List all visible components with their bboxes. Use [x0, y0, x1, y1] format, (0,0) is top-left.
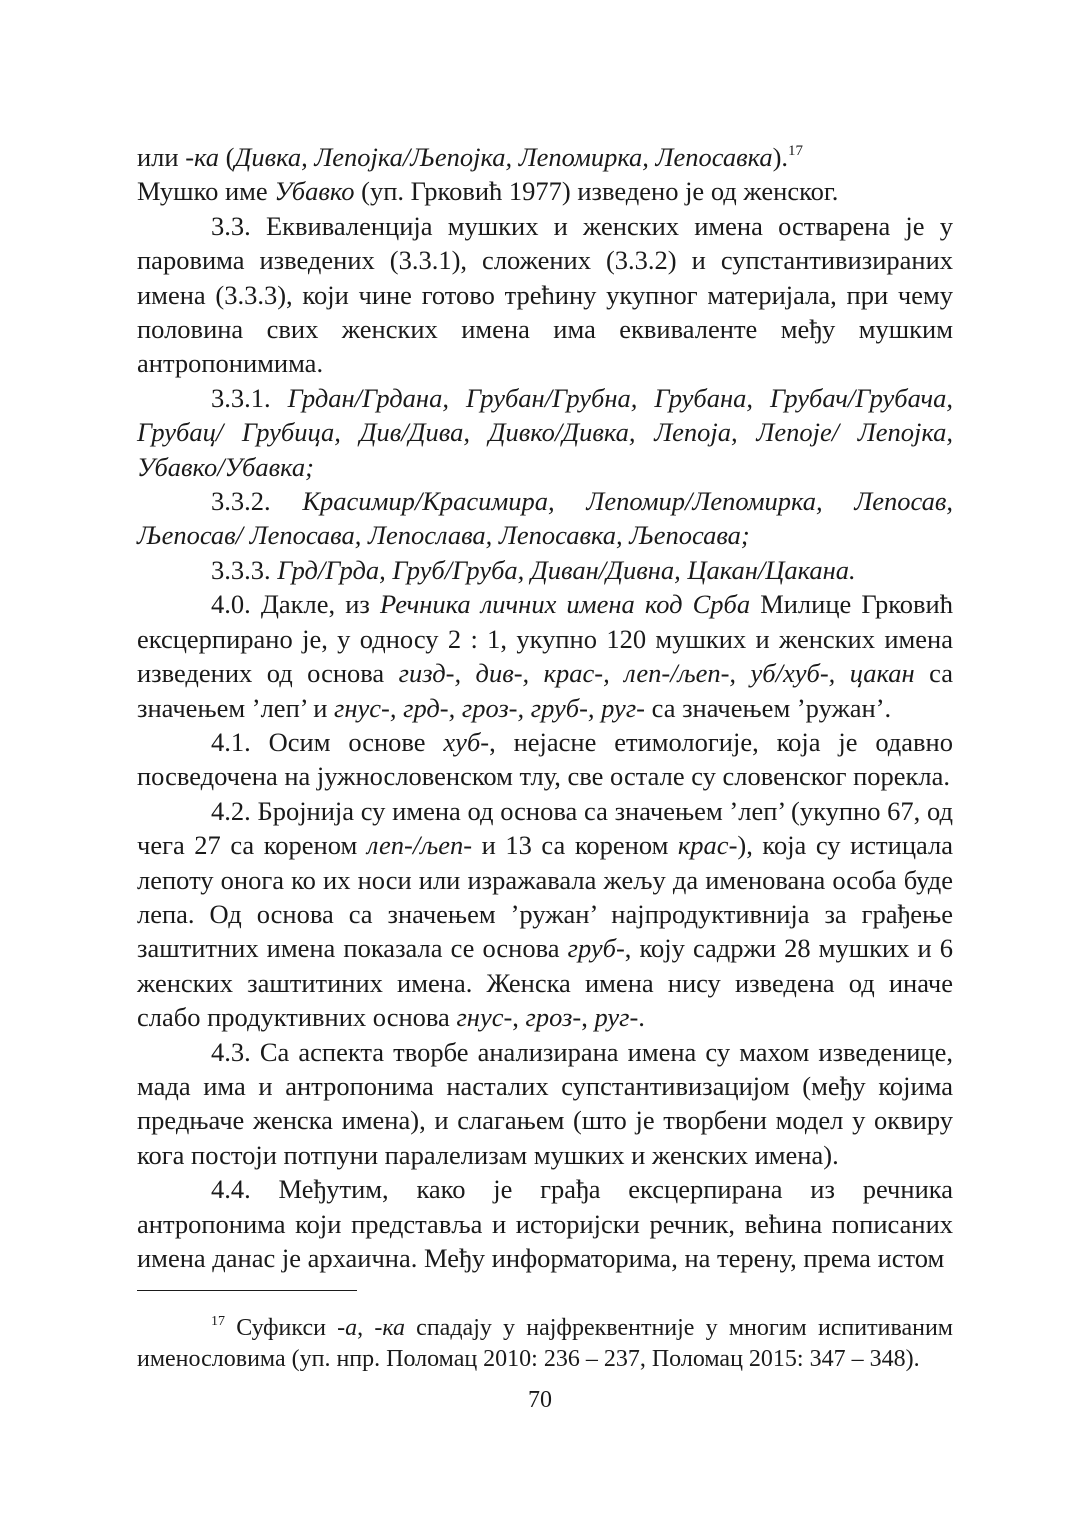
- text-run: -, коју садржи 28 мушких и 6 женских заштитиних имена. Женска имена нису изведена од иначе слабо продуктивних основа: [137, 933, 953, 1033]
- paragraph-3-3-1: [137, 381, 953, 484]
- italic-run: ка: [194, 142, 220, 172]
- text-run: (уп. Грковић 1977) изведено је од женског.: [354, 176, 839, 207]
- section-number: 3.3.2.: [211, 486, 303, 517]
- text-run: спадају у најфреквентније у многим испитиваним именословима (уп. нпр. Поломац 2010: 236 – 237, Поломац 2015: 347 – 348).: [137, 1315, 953, 1372]
- italic-run: гроз: [525, 1002, 573, 1033]
- text-run: или -: [137, 142, 195, 172]
- text-run: са значењем ’ружан’.: [644, 692, 892, 723]
- italic-run: руг: [594, 1002, 630, 1033]
- italic-run: леп-/љеп-: [366, 830, 473, 861]
- italic-run: Дивка, Лепојка/Љепојка, Лепомирка, Лепосавка: [234, 142, 773, 172]
- italic-run: Речника личних имена код Срба: [379, 589, 751, 620]
- paragraph-3-3-2: [137, 484, 953, 553]
- paragraph-continuation: [137, 140, 953, 209]
- section-number: 3.3.1.: [211, 382, 288, 413]
- italic-run: хуб: [443, 726, 481, 757]
- italic-run: а: [345, 1315, 358, 1341]
- text-run: -), која су истицала лепоту онога ко их носи или изражавала жељу да именована особа буде лепа. Од основа са значењем ’ружан’ најпродуктивнија за грађење заштитних имена показала се основа: [137, 830, 953, 964]
- paragraph-3-3: 3.3. Еквиваленција мушких и женских имена остварена је у паровима изведених (3.3.1), сложених (3.3.2) и супстантивизираних имена (3.3.3), који чине готово трећину укупног материјала, при чему половина свих женских имена има еквиваленте међу мушким антропонимима.: [137, 210, 953, 379]
- text-run: -, нејасне етимологије, која је одавно посведочена на јужнословенском тлу, све остале су словенског порекла.: [137, 726, 953, 792]
- text-run: Суфикси -: [225, 1315, 346, 1341]
- paragraph-3-3-3: [137, 553, 953, 587]
- text-run: Милице Грковић ексцерпирано је, у односу 2 : 1, укупно 120 мушких и женских имена изведених од основа: [137, 589, 953, 689]
- text-run: , -: [357, 1315, 383, 1341]
- paragraph-4-4: 4.4. Међутим, како је грађа ексцерпирана из речника антропонима који представља и историјски речник, већина пописаних имена данас је архаична. Међу информаторима, на терену, према истом: [137, 1174, 953, 1273]
- italic-run: гнус: [456, 1002, 504, 1033]
- text-run: -,: [572, 1002, 595, 1033]
- italic-run: Убавко: [274, 176, 355, 207]
- section-number: 3.3.3.: [211, 554, 278, 585]
- footnote-marker: 17: [211, 1314, 225, 1329]
- text-run: -.: [629, 1002, 645, 1033]
- italic-run: груб: [567, 933, 616, 964]
- paragraph-4-1: [137, 725, 953, 794]
- footnote-17: [137, 1313, 953, 1375]
- text-run: 4.2. Бројнија су имена од основа са значењем ’леп’ (укупно 67, од чега 27 са кореном: [137, 795, 953, 861]
- italic-run: Грд/Грда, Груб/Груба, Диван/Дивна, Цакан/Цакана.: [277, 554, 856, 585]
- text-run: -,: [503, 1002, 526, 1033]
- footnote-divider: [137, 1290, 357, 1291]
- text-run: 4.0. Дакле, из: [211, 589, 380, 620]
- italic-run: Грдан/Грдана, Грубан/Грубна, Грубана, Грубач/Грубача, Грубац/ Грубица, Див/Дива, Дивко/Дивка, Лепоја, Лепоје/ Лепојка, Убавко/Убавка;: [137, 382, 954, 482]
- text-run: са значењем ’леп’ и: [137, 658, 953, 723]
- main-text: [137, 140, 953, 1275]
- page-body: [137, 140, 953, 1275]
- italic-run: гизд-, див-, крас-, леп-/љеп-, уб/хуб-, цакан: [398, 658, 915, 689]
- italic-run: гнус-, грд-, гроз-, груб-, руг-: [334, 692, 645, 723]
- paragraph-4-0: [137, 587, 953, 725]
- page-number: 70: [528, 1387, 552, 1413]
- italic-run: ка: [382, 1315, 405, 1341]
- paragraph-4-3: 4.3. Са аспекта творбе анализирана имена су махом изведенице, мада има и антропонима насталих супстантивизацијом (међу којима предњаче женска имена), и слагањем (што је творбени модел у оквиру кога постоји потпуни паралелизам мушких и женских имена).: [137, 1036, 953, 1170]
- paragraph-4-2: [137, 794, 953, 1035]
- footnote-text: [137, 1313, 953, 1375]
- text-run: (: [219, 142, 235, 172]
- italic-run: Красимир/Красимира, Лепомир/Лепомирка, Лепосав, Љепосав/ Лепосава, Лепослава, Лепосавка, Љепосава;: [137, 486, 954, 551]
- text-run: и 13 са кореном: [472, 830, 678, 861]
- footnote-reference[interactable]: 17: [788, 143, 804, 159]
- text-run: 4.1. Осим основе: [211, 726, 444, 757]
- italic-run: крас: [677, 830, 729, 861]
- text-run: ).: [772, 142, 789, 172]
- text-run: Мушко име: [137, 176, 275, 207]
